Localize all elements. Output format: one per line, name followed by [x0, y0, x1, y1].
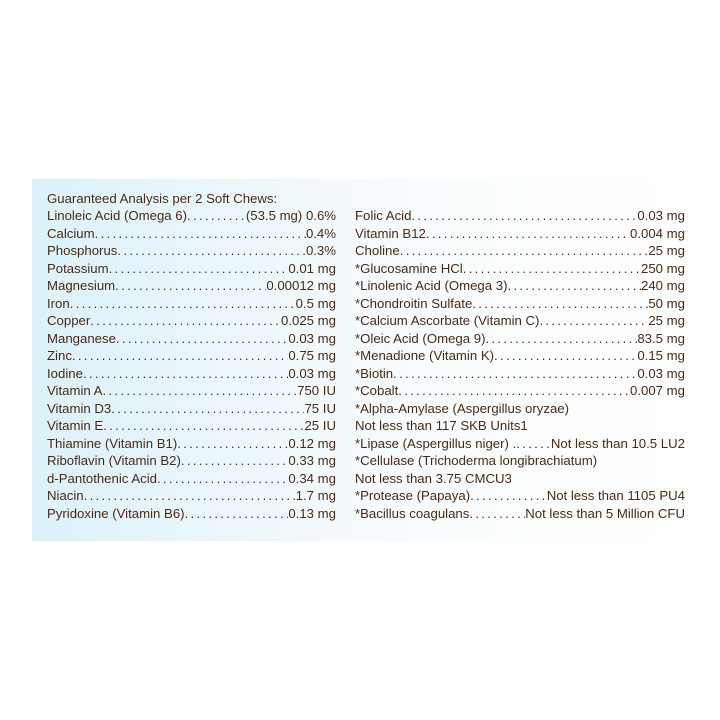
- nutrient-row: [355, 487, 685, 505]
- nutrient-amount: 25 IU: [304, 418, 336, 433]
- text-line: Not less than 117 SKB Units1: [355, 418, 528, 433]
- nutrient-name: Riboflavin (Vitamin B2): [47, 453, 181, 468]
- right-nutrient-column: [355, 207, 685, 522]
- left-nutrient-column: [47, 207, 336, 522]
- nutrient-name: Thiamine (Vitamin B1): [47, 435, 178, 451]
- dot-leader: [95, 225, 306, 243]
- dot-leader: [181, 452, 288, 470]
- nutrient-row: [47, 365, 336, 383]
- nutrient-row: [47, 382, 336, 400]
- dot-leader: [411, 207, 637, 225]
- nutrient-amount: 0.3%: [305, 243, 336, 258]
- nutrient-row: [355, 295, 685, 313]
- nutrient-name: Iron: [47, 295, 70, 311]
- nutrient-amount: 0.025 mg: [281, 313, 336, 328]
- nutrient-amount: 75 IU: [304, 400, 336, 416]
- nutrient-row: [47, 435, 336, 453]
- dot-leader: [472, 295, 648, 313]
- dot-leader: [103, 417, 304, 435]
- nutrient-name: *Oleic Acid (Omega 9): [355, 330, 486, 346]
- nutrient-amount: 0.34 mg: [288, 470, 336, 486]
- nutrient-amount: 25 mg: [648, 243, 685, 258]
- dot-leader: [494, 347, 637, 365]
- dot-leader: [187, 207, 246, 225]
- nutrient-amount: 1.7 mg: [295, 488, 336, 503]
- nutrient-row: [47, 452, 336, 470]
- nutrient-row: [47, 347, 336, 365]
- nutrient-row: [355, 382, 685, 400]
- nutrient-amount: (53.5 mg) 0.6%: [245, 208, 336, 223]
- nutrient-row: [47, 242, 336, 260]
- nutrient-row: [47, 400, 336, 418]
- nutrient-name: *Cobalt: [355, 383, 399, 398]
- nutrient-amount: 0.03 mg: [637, 365, 685, 381]
- nutrient-name: d-Pantothenic Acid: [47, 470, 157, 486]
- nutrient-name: Zinc: [47, 348, 72, 363]
- nutrient-row: [47, 330, 336, 348]
- nutrient-name: Copper: [47, 313, 91, 328]
- nutrient-amount: 0.4%: [305, 225, 336, 241]
- nutrient-name: *Bacillus coagulans: [355, 505, 470, 521]
- nutrient-row: [47, 225, 336, 243]
- text-line: *Alpha-Amylase (Aspergillus oryzae): [355, 400, 570, 416]
- nutrient-name: Folic Acid: [355, 208, 412, 223]
- nutrient-amount: 0.33 mg: [288, 453, 336, 468]
- nutrient-amount: 0.00012 mg: [266, 278, 336, 293]
- nutrient-row: [355, 260, 685, 278]
- nutrient-name: Vitamin B12: [355, 225, 426, 241]
- dot-leader: [102, 382, 297, 400]
- text-line: Not less than 3.75 CMCU3: [355, 470, 512, 486]
- nutrient-amount: 240 mg: [641, 278, 685, 293]
- dot-leader: [109, 260, 289, 278]
- nutrient-name: *Chondroitin Sulfate: [355, 295, 473, 311]
- nutrient-name: Potassium: [47, 260, 109, 276]
- nutrient-name: *Glucosamine HCl: [355, 260, 463, 276]
- dot-leader: [426, 225, 630, 243]
- nutrient-row: [355, 277, 685, 295]
- dot-leader: [70, 295, 296, 313]
- nutrient-name: *Calcium Ascorbate (Vitamin C): [355, 313, 540, 328]
- nutrient-amount: Not less than 10.5 LU2: [550, 435, 685, 451]
- nutrient-row: [355, 365, 685, 383]
- nutrient-row: [47, 417, 336, 435]
- nutrient-row: [355, 207, 685, 225]
- nutrient-row: [355, 347, 685, 365]
- nutrient-amount: 0.15 mg: [637, 348, 685, 363]
- nutrient-row: [355, 312, 685, 330]
- nutrient-name: Calcium: [47, 225, 95, 241]
- nutrient-name: *Lipase (Aspergillus niger) .: [355, 435, 517, 451]
- dot-leader: [157, 470, 288, 488]
- dot-leader: [115, 277, 266, 295]
- nutrient-amount: 50 mg: [648, 295, 685, 311]
- nutrient-amount: 250 mg: [641, 260, 685, 276]
- nutrient-amount: 0.03 mg: [288, 330, 336, 346]
- nutrient-row: [47, 277, 336, 295]
- nutrient-amount: 0.007 mg: [630, 383, 685, 398]
- dot-leader: [185, 505, 289, 523]
- nutrient-amount: Not less than 5 Million CFU: [525, 505, 685, 521]
- nutrient-name: Vitamin E: [47, 418, 104, 433]
- nutrient-name: Choline: [355, 243, 400, 258]
- nutrient-row: [47, 260, 336, 278]
- dot-leader: [116, 330, 288, 348]
- nutrient-row: [355, 330, 685, 348]
- nutrient-name: Phosphorus: [47, 243, 118, 258]
- nutrient-name: *Protease (Papaya): [355, 488, 471, 503]
- nutrient-row: [355, 505, 685, 523]
- nutrient-name: Magnesium: [47, 278, 116, 293]
- dot-leader: [400, 242, 649, 260]
- nutrient-row: [355, 242, 685, 260]
- nutrient-row: [355, 435, 685, 453]
- nutrient-row: [47, 505, 336, 523]
- nutrient-name: Manganese: [47, 330, 116, 346]
- nutrient-row: [47, 487, 336, 505]
- nutrient-name: *Linolenic Acid (Omega 3): [355, 278, 508, 293]
- dot-leader: [84, 487, 296, 505]
- nutrient-amount: Not less than 1105 PU4: [546, 488, 685, 503]
- dot-leader: [72, 347, 288, 365]
- dot-leader: [470, 487, 547, 505]
- text-line: *Cellulase (Trichoderma longibrachiatum): [355, 453, 598, 468]
- nutrient-amount: 0.01 mg: [288, 260, 336, 276]
- nutrient-amount: 0.03 mg: [637, 208, 685, 223]
- dot-leader: [507, 277, 641, 295]
- dot-leader: [177, 435, 288, 453]
- dot-leader: [463, 260, 641, 278]
- dot-leader: [111, 400, 304, 418]
- nutrient-name: Linoleic Acid (Omega 6): [47, 208, 188, 223]
- dot-leader: [393, 365, 637, 383]
- nutrient-amount: 83.5 mg: [637, 330, 685, 346]
- nutrient-amount: 750 IU: [297, 383, 336, 398]
- nutrient-amount: 0.13 mg: [288, 505, 336, 521]
- nutrient-amount: 0.004 mg: [630, 225, 685, 241]
- dot-leader: [83, 365, 288, 383]
- nutrient-name: *Biotin: [355, 365, 394, 381]
- nutrient-amount: 0.5 mg: [295, 295, 336, 311]
- nutrient-row: [47, 312, 336, 330]
- dot-leader: [539, 312, 648, 330]
- dot-leader: [469, 505, 525, 523]
- dot-leader: [485, 330, 637, 348]
- dot-leader: [90, 312, 281, 330]
- analysis-heading: Guaranteed Analysis per 2 Soft Chews:: [47, 191, 278, 206]
- nutrient-name: Iodine: [47, 365, 83, 381]
- nutrient-amount: 25 mg: [648, 313, 685, 328]
- nutrient-amount: 0.75 mg: [288, 348, 336, 363]
- nutrient-row: [47, 207, 336, 225]
- nutrient-row: [355, 225, 685, 243]
- nutrient-name: *Menadione (Vitamin K): [355, 348, 495, 363]
- nutrient-name: Vitamin D3: [47, 400, 112, 416]
- nutrient-row: [47, 470, 336, 488]
- nutrient-amount: 0.03 mg: [288, 365, 336, 381]
- dot-leader: [117, 242, 306, 260]
- nutrient-name: Niacin: [47, 488, 84, 503]
- nutrient-amount: 0.12 mg: [288, 435, 336, 451]
- dot-leader: [516, 435, 551, 453]
- nutrient-row: [47, 295, 336, 313]
- dot-leader: [398, 382, 630, 400]
- nutrient-name: Vitamin A: [47, 383, 103, 398]
- nutrient-name: Pyridoxine (Vitamin B6): [47, 505, 185, 521]
